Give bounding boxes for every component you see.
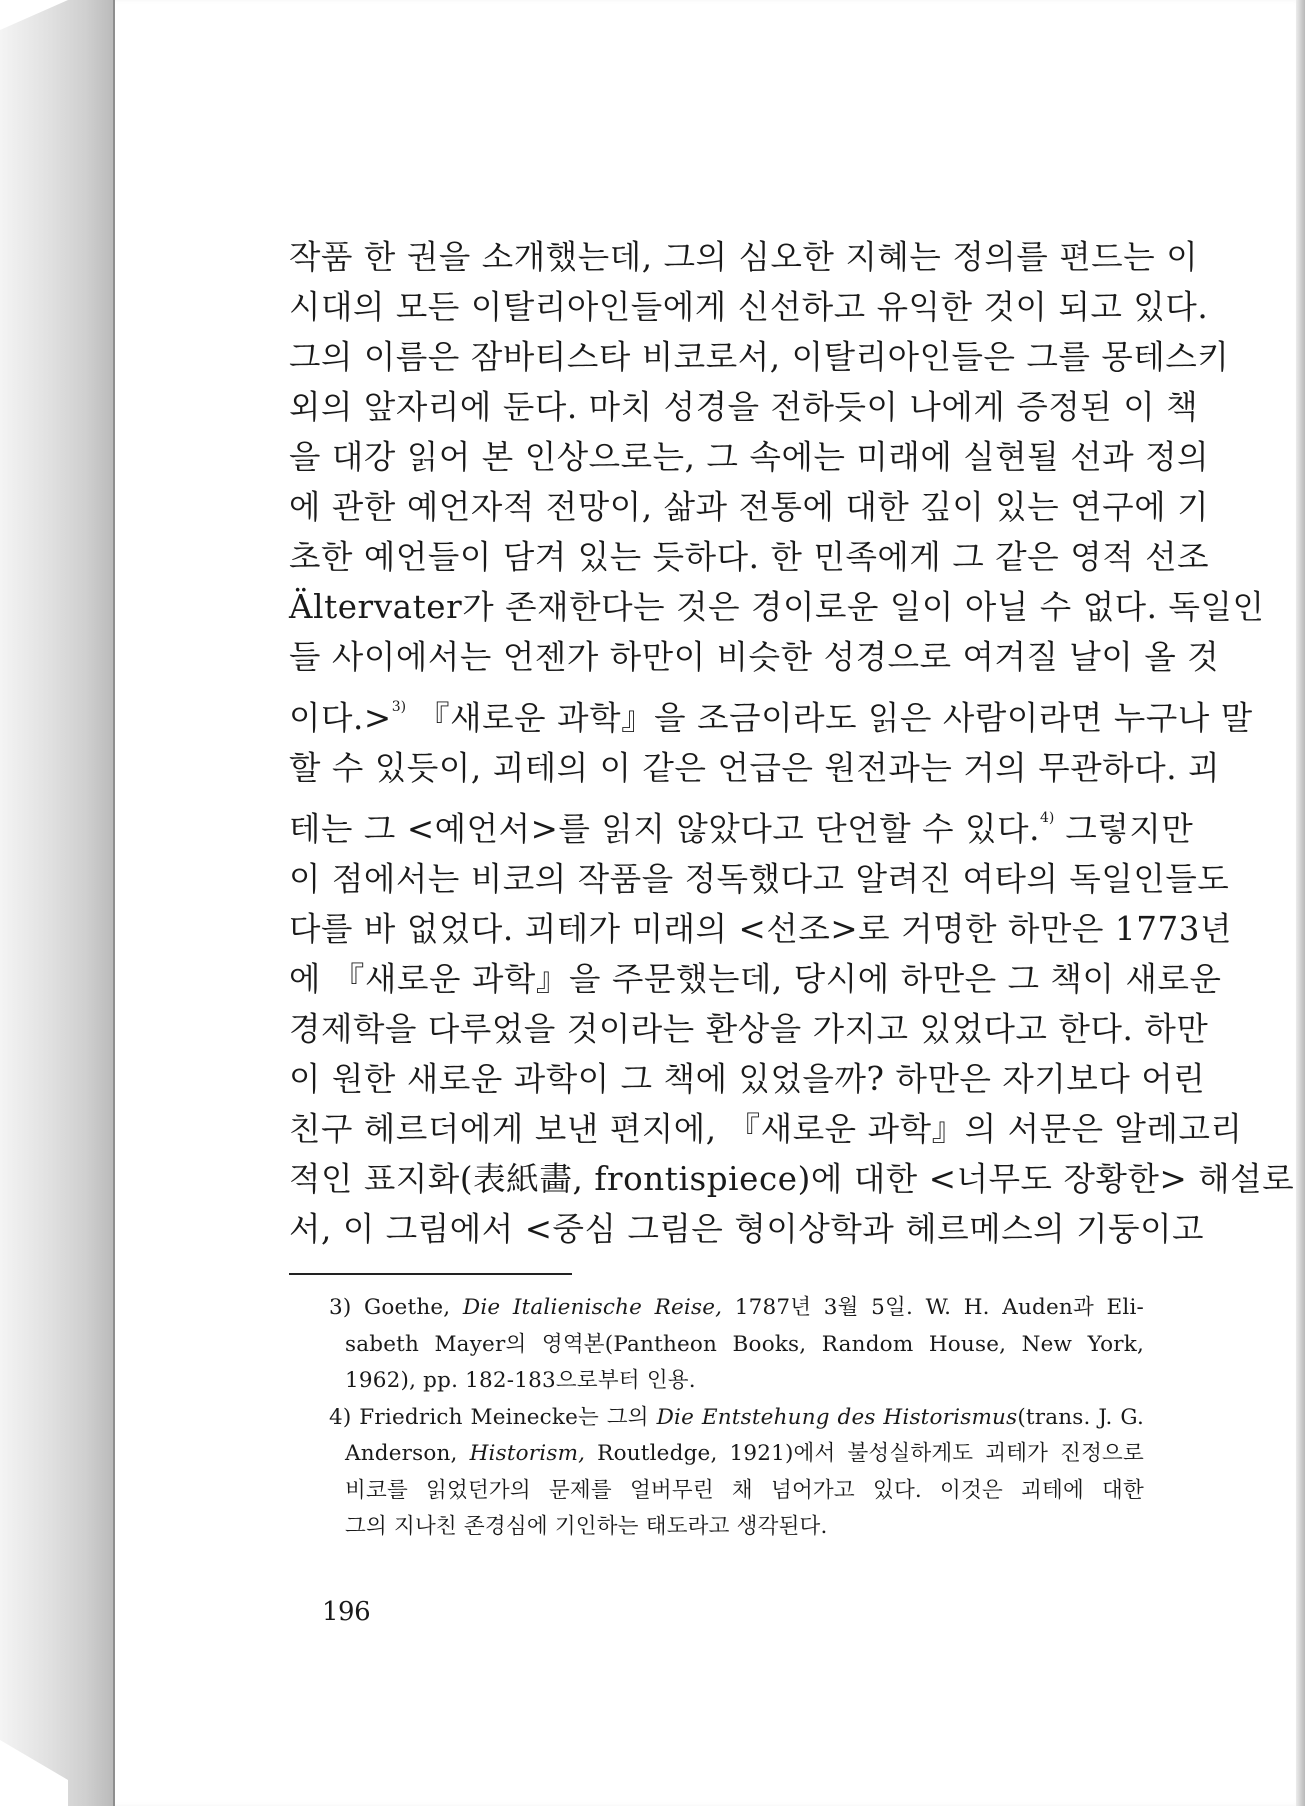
footnote-text: Friedrich Meinecke는 그의 bbox=[359, 1404, 657, 1430]
body-line: 할 수 있듯이, 괴테의 이 같은 언급은 원전과는 거의 무관하다. 괴 bbox=[289, 749, 1221, 787]
body-line-part: 그렇지만 bbox=[1065, 810, 1194, 848]
body-line-part: 이다.> bbox=[289, 699, 392, 737]
footnote-4-line: 그의 지나친 존경심에 기인하는 태도라고 생각된다. bbox=[345, 1514, 828, 1539]
footnote-4-line bbox=[329, 1400, 1144, 1437]
body-line bbox=[289, 793, 1194, 854]
footnote-text: Anderson, bbox=[345, 1441, 470, 1466]
footnote-4-line bbox=[329, 1436, 1144, 1473]
body-line: 친구 헤르더에게 보낸 편지에, 『새로운 과학』의 서문은 알레고리 bbox=[289, 1110, 1243, 1148]
main-body-text bbox=[289, 232, 1295, 1254]
body-line: 초한 예언들이 담겨 있는 듯하다. 한 민족에게 그 같은 영적 선조 bbox=[289, 538, 1210, 576]
body-line: 이 원한 새로운 과학이 그 책에 있었을까? 하만은 자기보다 어린 bbox=[289, 1060, 1206, 1098]
book-spine bbox=[0, 0, 115, 1806]
footnote-title: Die Italienische Reise, bbox=[462, 1295, 723, 1320]
body-line: 경제학을 다루었을 것이라는 환상을 가지고 있었다고 한다. 하만 bbox=[289, 1010, 1209, 1048]
footnote-ref: 3) bbox=[391, 699, 407, 715]
footnote-text: 1787년 3월 5일. W. H. Auden과 Eli- bbox=[722, 1295, 1144, 1320]
body-line: 적인 표지화(表紙畵, frontispiece)에 대한 <너무도 장황한> 해설로 bbox=[289, 1160, 1295, 1198]
footnote-title: Historism, bbox=[469, 1441, 586, 1466]
footnotes bbox=[329, 1290, 1144, 1546]
page-number: 196 bbox=[322, 1597, 371, 1627]
page-edge-shadow bbox=[1296, 0, 1305, 1806]
body-line: 이 점에서는 비코의 작품을 정독했다고 알려진 여타의 독일인들도 bbox=[289, 860, 1230, 898]
footnote-text: Routledge, 1921)에서 불성실하게도 괴테가 진정으로 bbox=[585, 1441, 1144, 1466]
body-line: 에 관한 예언자적 전망이, 삶과 전통에 대한 깊이 있는 연구에 기 bbox=[289, 488, 1210, 526]
body-line-part: 『새로운 과학』을 조금이라도 읽은 사람이라면 누구나 말 bbox=[417, 699, 1253, 737]
body-line: 시대의 모든 이탈리아인들에게 신선하고 유익한 것이 되고 있다. bbox=[289, 288, 1209, 326]
footnote-text: Goethe, bbox=[364, 1295, 463, 1320]
footnote-text: (trans. J. G. bbox=[1017, 1404, 1144, 1430]
footnote-3-line bbox=[329, 1290, 1144, 1327]
footnote-3-line: 1962), pp. 182-183으로부터 인용. bbox=[345, 1368, 696, 1393]
body-line: Ältervater가 존재한다는 것은 경이로운 일이 아닐 수 없다. 독일인 bbox=[289, 588, 1265, 626]
footnote-mark: 3) bbox=[329, 1295, 352, 1320]
footnote-ref: 4) bbox=[1040, 810, 1055, 826]
body-line: 서, 이 그림에서 <중심 그림은 형이상학과 헤르메스의 기둥이고 bbox=[289, 1210, 1205, 1248]
body-line-part: 테는 그 <예언서>를 읽지 않았다고 단언할 수 있다. bbox=[289, 810, 1041, 848]
footnote-separator bbox=[289, 1273, 572, 1275]
body-line: 작품 한 권을 소개했는데, 그의 심오한 지혜는 정의를 편드는 이 bbox=[289, 238, 1199, 276]
body-line: 그의 이름은 잠바티스타 비코로서, 이탈리아인들은 그를 몽테스키 bbox=[289, 338, 1230, 376]
body-line: 들 사이에서는 언젠가 하만이 비슷한 성경으로 여겨질 날이 올 것 bbox=[289, 638, 1220, 676]
body-line: 다를 바 없었다. 괴테가 미래의 <선조>로 거명한 하만은 1773년 bbox=[289, 910, 1233, 948]
body-line: 외의 앞자리에 둔다. 마치 성경을 전하듯이 나에게 증정된 이 책 bbox=[289, 388, 1199, 426]
body-line: 을 대강 읽어 본 인상으로는, 그 속에는 미래에 실현될 선과 정의 bbox=[289, 438, 1210, 476]
footnote-3-line: sabeth Mayer의 영역본(Pantheon Books, Random House, New York, bbox=[345, 1331, 1144, 1357]
body-line: 에 『새로운 과학』을 주문했는데, 당시에 하만은 그 책이 새로운 bbox=[289, 960, 1222, 998]
footnote-4-line: 비코를 읽었던가의 문제를 얼버무린 채 넘어가고 있다. 이것은 괴테에 대한 bbox=[345, 1477, 1144, 1503]
footnote-title: Die Entstehung des Historismus bbox=[656, 1404, 1018, 1430]
footnote-mark: 4) bbox=[329, 1404, 352, 1430]
body-line bbox=[289, 682, 1253, 743]
